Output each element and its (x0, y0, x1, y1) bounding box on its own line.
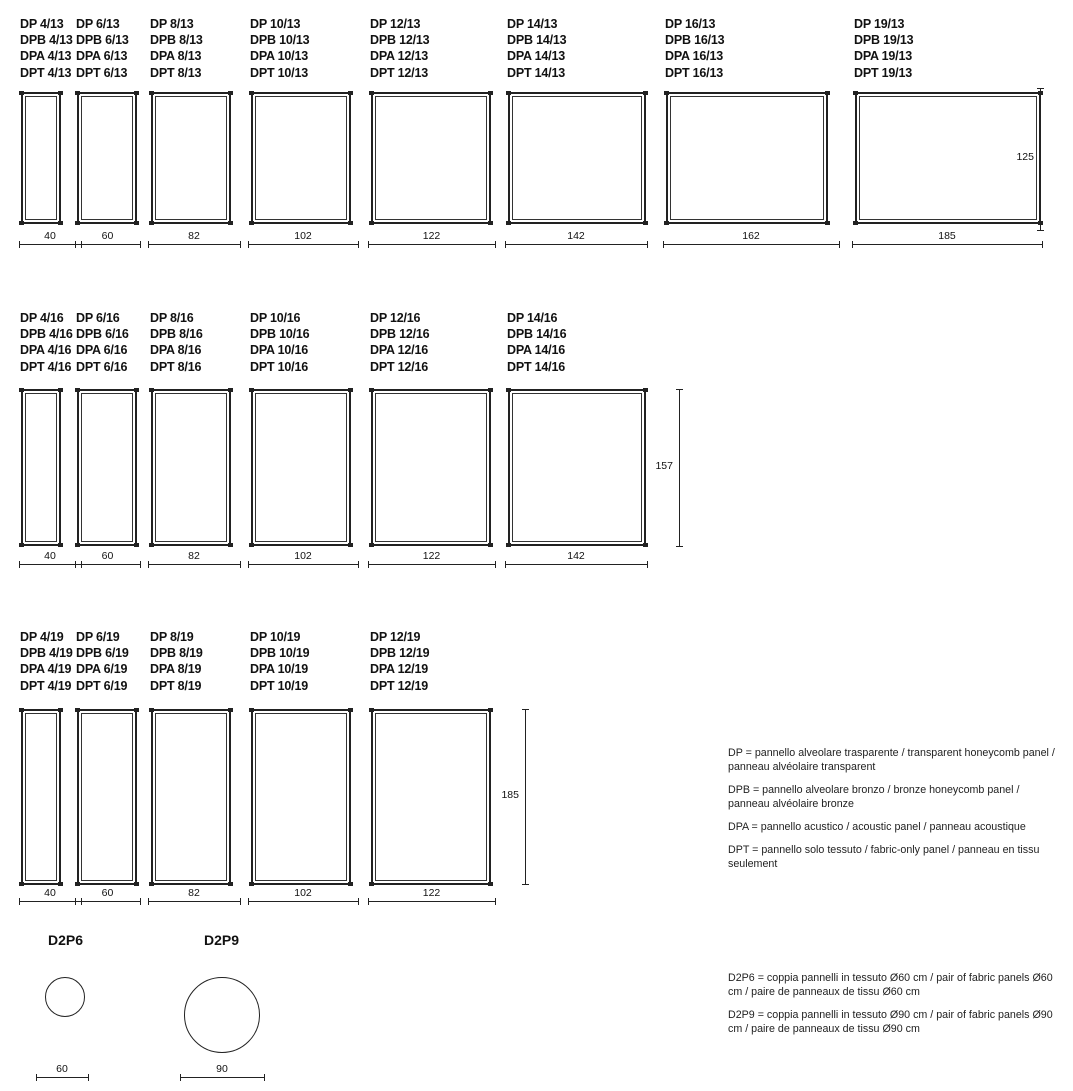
panel-corner-pin (58, 543, 63, 547)
panel-code: DPA 10/13 (250, 49, 308, 64)
panel-corner-pin (348, 543, 353, 547)
panel-code-label (20, 310, 73, 375)
dimension-tick (495, 561, 496, 568)
panel-corner-pin (134, 221, 139, 225)
panel-code: DP 14/16 (507, 311, 558, 325)
panel-frame (77, 389, 137, 546)
dimension-tick (248, 241, 249, 248)
panel-code: DP 4/16 (20, 311, 64, 325)
dimension-tick (75, 241, 76, 248)
panel-corner-pin (249, 543, 254, 547)
panel-corner-pin (249, 91, 254, 95)
panel-corner-pin (488, 543, 493, 547)
panel-code: DPT 8/16 (150, 359, 202, 374)
dimension-tick (368, 898, 369, 905)
dimension-tick (264, 1074, 265, 1081)
panel-corner-pin (348, 388, 353, 392)
height-label: 125 (1016, 151, 1034, 163)
dimension-tick (75, 561, 76, 568)
panel-code: DP 8/13 (150, 17, 194, 31)
dimension-tick (75, 898, 76, 905)
panel-corner-pin (488, 388, 493, 392)
panel-code: DPA 8/16 (150, 343, 202, 358)
dimension-tick (676, 546, 683, 547)
dimension-tick (495, 898, 496, 905)
panel-code-label (20, 16, 73, 81)
panel-frame (21, 92, 61, 224)
width-label: 40 (44, 887, 56, 899)
panel-corner-pin (825, 91, 830, 95)
panel-code: DPA 8/19 (150, 662, 202, 677)
panel-code: DPT 19/13 (854, 65, 912, 80)
dimension-tick (140, 561, 141, 568)
panel-corner-pin (348, 882, 353, 886)
panel-corner-pin (75, 91, 80, 95)
panel-code-label (665, 16, 724, 81)
panel-code-label (507, 310, 566, 375)
panel-code: DPT 8/19 (150, 678, 202, 693)
width-label: 122 (422, 550, 441, 562)
width-dimension-line (148, 244, 240, 245)
panel-code: DPB 12/16 (370, 327, 430, 342)
dimension-tick (1037, 230, 1044, 231)
panel-code: DPT 4/16 (20, 359, 72, 374)
panel-corner-pin (75, 882, 80, 886)
panel-code: DPA 12/13 (370, 49, 428, 64)
panel-frame (666, 92, 828, 224)
dimension-tick (647, 561, 648, 568)
dimension-tick (358, 898, 359, 905)
round-panel (184, 977, 260, 1053)
panel-frame (508, 92, 646, 224)
panel-code: DP 19/13 (854, 17, 905, 31)
panel-corner-pin (149, 708, 154, 712)
panel-corner-pin (664, 91, 669, 95)
dimension-tick (148, 241, 149, 248)
dimension-tick (368, 241, 369, 248)
height-label: 185 (501, 788, 519, 801)
width-dimension-line (19, 901, 81, 902)
dimension-tick (663, 241, 664, 248)
round-panel-code: D2P6 (48, 932, 84, 948)
panel-code: DPT 4/13 (20, 65, 72, 80)
panel-corner-pin (228, 91, 233, 95)
panel-frame (77, 92, 137, 224)
panel-corner-pin (506, 221, 511, 225)
panel-code: DPT 8/13 (150, 65, 202, 80)
panel-frame (21, 709, 61, 885)
panel-code: DP 12/19 (370, 630, 421, 644)
panel-code: DPB 14/16 (507, 327, 567, 342)
legend-panels (728, 746, 1063, 880)
dimension-tick (148, 561, 149, 568)
panel-code: DP 4/13 (20, 17, 64, 31)
panel-corner-pin (58, 221, 63, 225)
panel-code: DPB 4/19 (20, 646, 73, 661)
panel-corner-pin (488, 708, 493, 712)
panel-corner-pin (228, 708, 233, 712)
panel-corner-pin (134, 708, 139, 712)
dimension-tick (368, 561, 369, 568)
panel-corner-pin (853, 91, 858, 95)
width-dimension-line (663, 244, 839, 245)
panel-code: DPT 12/19 (370, 678, 428, 693)
panel-frame (77, 709, 137, 885)
dimension-tick (248, 898, 249, 905)
panel-corner-pin (19, 388, 24, 392)
width-label: 82 (188, 550, 200, 562)
legend-d2p6: D2P6 = coppia pannelli in tessuto Ø60 cm / pair of fabric panels Ø60 cm / paire de panneaux de tissu Ø60 cm (728, 972, 1053, 998)
panel-code-label (250, 629, 309, 694)
panel-frame (371, 389, 491, 546)
panel-code: DPA 4/13 (20, 49, 72, 64)
dimension-tick (1042, 241, 1043, 248)
dimension-tick (505, 241, 506, 248)
panel-code: DPB 8/13 (150, 33, 203, 48)
panel-frame (371, 709, 491, 885)
panel-frame (251, 709, 351, 885)
panel-code: DPB 6/13 (76, 33, 129, 48)
panel-code: DPA 10/19 (250, 662, 308, 677)
panel-frame (151, 709, 231, 885)
panel-code: DPB 16/13 (665, 33, 725, 48)
panel-corner-pin (19, 91, 24, 95)
dimension-tick (522, 709, 529, 710)
panel-corner-pin (369, 388, 374, 392)
width-label: 122 (422, 230, 441, 242)
panel-corner-pin (134, 388, 139, 392)
panel-code-label (250, 310, 309, 375)
dimension-tick (495, 241, 496, 248)
panel-corner-pin (75, 221, 80, 225)
dimension-tick (19, 561, 20, 568)
panel-code: DP 16/13 (665, 17, 716, 31)
panel-corner-pin (19, 882, 24, 886)
panel-corner-pin (506, 543, 511, 547)
width-label: 82 (188, 230, 200, 242)
width-label: 60 (101, 550, 114, 562)
panel-code-label (370, 310, 429, 375)
dimension-tick (358, 241, 359, 248)
panel-corner-pin (249, 708, 254, 712)
width-dimension-line (75, 244, 140, 245)
panel-code: DPB 8/19 (150, 646, 203, 661)
panel-code-label (150, 310, 203, 375)
panel-code: DPT 12/13 (370, 65, 428, 80)
panel-frame (508, 389, 646, 546)
dimension-tick (676, 389, 683, 390)
panel-code-label (76, 16, 129, 81)
panel-code-label (150, 16, 203, 81)
panel-corner-pin (369, 882, 374, 886)
width-label: 60 (56, 1063, 68, 1075)
width-label: 102 (294, 887, 312, 899)
panel-corner-pin (134, 543, 139, 547)
panel-code: DPT 10/13 (250, 65, 308, 80)
panel-code: DPB 4/13 (20, 33, 73, 48)
dimension-tick (522, 884, 529, 885)
width-dimension-line (505, 564, 647, 565)
legend-dpa: DPA = pannello acustico / acoustic panel / panneau acoustique (728, 821, 1026, 833)
panel-code: DPB 8/16 (150, 327, 203, 342)
width-label: 40 (44, 550, 56, 562)
panel-code-label (250, 16, 309, 81)
panel-code: DPB 12/19 (370, 646, 430, 661)
panel-corner-pin (488, 882, 493, 886)
dimension-tick (240, 561, 241, 568)
panel-corner-pin (58, 91, 63, 95)
panel-corner-pin (853, 221, 858, 225)
dimension-tick (852, 241, 853, 248)
panel-code: DP 6/13 (76, 17, 120, 31)
width-dimension-line (148, 901, 240, 902)
width-label: 142 (567, 550, 585, 562)
panel-corner-pin (249, 221, 254, 225)
panel-corner-pin (58, 388, 63, 392)
panel-frame (151, 389, 231, 546)
panel-code: DPB 10/16 (250, 327, 310, 342)
panel-corner-pin (369, 543, 374, 547)
width-dimension-line (248, 901, 358, 902)
panel-code: DPA 6/19 (76, 662, 128, 677)
panel-code: DP 8/19 (150, 630, 194, 644)
width-label: 82 (188, 887, 200, 899)
panel-code: DPB 6/19 (76, 646, 129, 661)
panel-corner-pin (488, 221, 493, 225)
panel-code: DPA 4/16 (20, 343, 72, 358)
panel-frame (371, 92, 491, 224)
width-dimension-line (19, 244, 81, 245)
panel-corner-pin (369, 708, 374, 712)
panel-corner-pin (488, 91, 493, 95)
width-label: 162 (742, 230, 760, 242)
legend-round-panels (728, 971, 1063, 1045)
panel-corner-pin (149, 221, 154, 225)
panel-code-label (76, 629, 129, 694)
panel-code: DP 6/19 (76, 630, 120, 644)
panel-code: DP 6/16 (76, 311, 120, 325)
width-dimension-line (368, 244, 495, 245)
legend-d2p9: D2P9 = coppia pannelli in tessuto Ø90 cm / pair of fabric panels Ø90 cm / paire de panneaux de tissu Ø90 cm (728, 1009, 1053, 1035)
panel-corner-pin (643, 91, 648, 95)
width-label: 142 (567, 230, 585, 242)
width-label: 102 (294, 550, 312, 562)
width-label: 60 (101, 887, 114, 899)
panel-corner-pin (249, 882, 254, 886)
width-label: 102 (294, 230, 312, 242)
width-dimension-line (368, 564, 495, 565)
dimension-tick (248, 561, 249, 568)
dimension-tick (647, 241, 648, 248)
panel-corner-pin (134, 91, 139, 95)
panel-code: DP 8/16 (150, 311, 194, 325)
panel-code: DPA 19/13 (854, 49, 912, 64)
panel-frame (21, 389, 61, 546)
panel-code-label (20, 629, 73, 694)
panel-frame (151, 92, 231, 224)
width-dimension-line (75, 564, 140, 565)
legend-dpt: DPT = pannello solo tessuto / fabric-only panel / panneau en tissu seulement (728, 844, 1040, 870)
dimension-tick (36, 1074, 37, 1081)
panel-corner-pin (643, 221, 648, 225)
panel-code: DPA 6/13 (76, 49, 128, 64)
panel-corner-pin (228, 221, 233, 225)
dimension-tick (19, 898, 20, 905)
panel-corner-pin (19, 708, 24, 712)
panel-corner-pin (643, 543, 648, 547)
round-panel (45, 977, 85, 1017)
panel-frame (251, 389, 351, 546)
width-dimension-line (368, 901, 495, 902)
panel-code: DPT 14/16 (507, 359, 565, 374)
panel-code: DPB 4/16 (20, 327, 73, 342)
panel-corner-pin (348, 91, 353, 95)
panel-code-label (507, 16, 566, 81)
width-dimension-line (248, 244, 358, 245)
panel-code-label (370, 629, 429, 694)
panel-code: DPA 14/16 (507, 343, 565, 358)
width-label: 90 (216, 1063, 228, 1075)
panel-code-label (370, 16, 429, 81)
round-panel-code: D2P9 (204, 932, 240, 948)
height-dimension-line (525, 709, 526, 884)
dimension-tick (19, 241, 20, 248)
panel-corner-pin (149, 543, 154, 547)
height-dimension-line (679, 389, 680, 546)
height-dimension-line (1040, 88, 1041, 230)
dimension-tick (240, 241, 241, 248)
panel-code: DPT 4/19 (20, 678, 72, 693)
panel-code: DPA 12/19 (370, 662, 428, 677)
panel-code: DPB 10/13 (250, 33, 310, 48)
legend-dpb: DPB = pannello alveolare bronzo / bronze honeycomb panel / panneau alvéolaire bronze (728, 784, 1020, 810)
panel-corner-pin (228, 543, 233, 547)
width-dimension-line (852, 244, 1042, 245)
panel-corner-pin (134, 882, 139, 886)
width-dimension-line (180, 1077, 264, 1078)
panel-code: DPT 6/16 (76, 359, 128, 374)
panel-corner-pin (348, 221, 353, 225)
panel-corner-pin (58, 708, 63, 712)
width-dimension-line (36, 1077, 88, 1078)
panel-corner-pin (19, 221, 24, 225)
dimension-tick (240, 898, 241, 905)
panel-code: DPT 6/19 (76, 678, 128, 693)
panel-frame (251, 92, 351, 224)
panel-code: DPT 14/13 (507, 65, 565, 80)
panel-code: DP 4/19 (20, 630, 64, 644)
panel-code: DPB 19/13 (854, 33, 914, 48)
panel-code: DPA 12/16 (370, 343, 428, 358)
width-dimension-line (75, 901, 140, 902)
panel-code: DPA 10/16 (250, 343, 308, 358)
panel-corner-pin (643, 388, 648, 392)
panel-corner-pin (75, 708, 80, 712)
dimension-tick (140, 241, 141, 248)
panel-code: DPA 16/13 (665, 49, 723, 64)
dimension-tick (839, 241, 840, 248)
panel-code: DPT 10/16 (250, 359, 308, 374)
width-label: 122 (422, 887, 441, 899)
panel-corner-pin (369, 91, 374, 95)
panel-code-label (150, 629, 203, 694)
panel-corner-pin (75, 543, 80, 547)
panel-code: DPB 14/13 (507, 33, 567, 48)
dimension-tick (1037, 88, 1044, 89)
panel-corner-pin (228, 388, 233, 392)
panel-code: DPA 4/19 (20, 662, 72, 677)
panel-corner-pin (58, 882, 63, 886)
width-label: 60 (101, 230, 114, 242)
width-label: 185 (938, 230, 956, 242)
dimension-tick (140, 898, 141, 905)
width-dimension-line (505, 244, 647, 245)
panel-code: DP 10/19 (250, 630, 301, 644)
panel-corner-pin (664, 221, 669, 225)
panel-code: DP 12/16 (370, 311, 421, 325)
panel-code: DPA 6/16 (76, 343, 128, 358)
dimension-tick (148, 898, 149, 905)
panel-corner-pin (149, 882, 154, 886)
panel-code: DP 12/13 (370, 17, 421, 31)
width-label: 40 (44, 230, 56, 242)
panel-code: DP 10/13 (250, 17, 301, 31)
panel-code: DPT 12/16 (370, 359, 428, 374)
panel-corner-pin (369, 221, 374, 225)
panel-corner-pin (228, 882, 233, 886)
legend-dp: DP = pannello alveolare trasparente / transparent honeycomb panel / panneau alvéolaire transparent (728, 747, 1055, 773)
dimension-tick (358, 561, 359, 568)
panel-code: DP 14/13 (507, 17, 558, 31)
width-dimension-line (148, 564, 240, 565)
dimension-tick (505, 561, 506, 568)
panel-code: DPB 12/13 (370, 33, 430, 48)
dimension-tick (180, 1074, 181, 1081)
width-dimension-line (248, 564, 358, 565)
panel-corner-pin (348, 708, 353, 712)
panel-code: DPT 10/19 (250, 678, 308, 693)
panel-corner-pin (75, 388, 80, 392)
panel-code: DPB 6/16 (76, 327, 129, 342)
panel-corner-pin (249, 388, 254, 392)
panel-corner-pin (825, 221, 830, 225)
panel-corner-pin (149, 388, 154, 392)
width-dimension-line (19, 564, 81, 565)
height-label: 157 (655, 459, 673, 472)
panel-code: DPA 14/13 (507, 49, 565, 64)
panel-corner-pin (506, 91, 511, 95)
panel-corner-pin (506, 388, 511, 392)
panel-code: DPT 16/13 (665, 65, 723, 80)
panel-code: DP 10/16 (250, 311, 301, 325)
panel-code: DPA 8/13 (150, 49, 202, 64)
panel-code: DPB 10/19 (250, 646, 310, 661)
panel-corner-pin (149, 91, 154, 95)
panel-code-label (854, 16, 913, 81)
panel-corner-pin (19, 543, 24, 547)
panel-code-label (76, 310, 129, 375)
panel-code: DPT 6/13 (76, 65, 128, 80)
dimension-tick (88, 1074, 89, 1081)
